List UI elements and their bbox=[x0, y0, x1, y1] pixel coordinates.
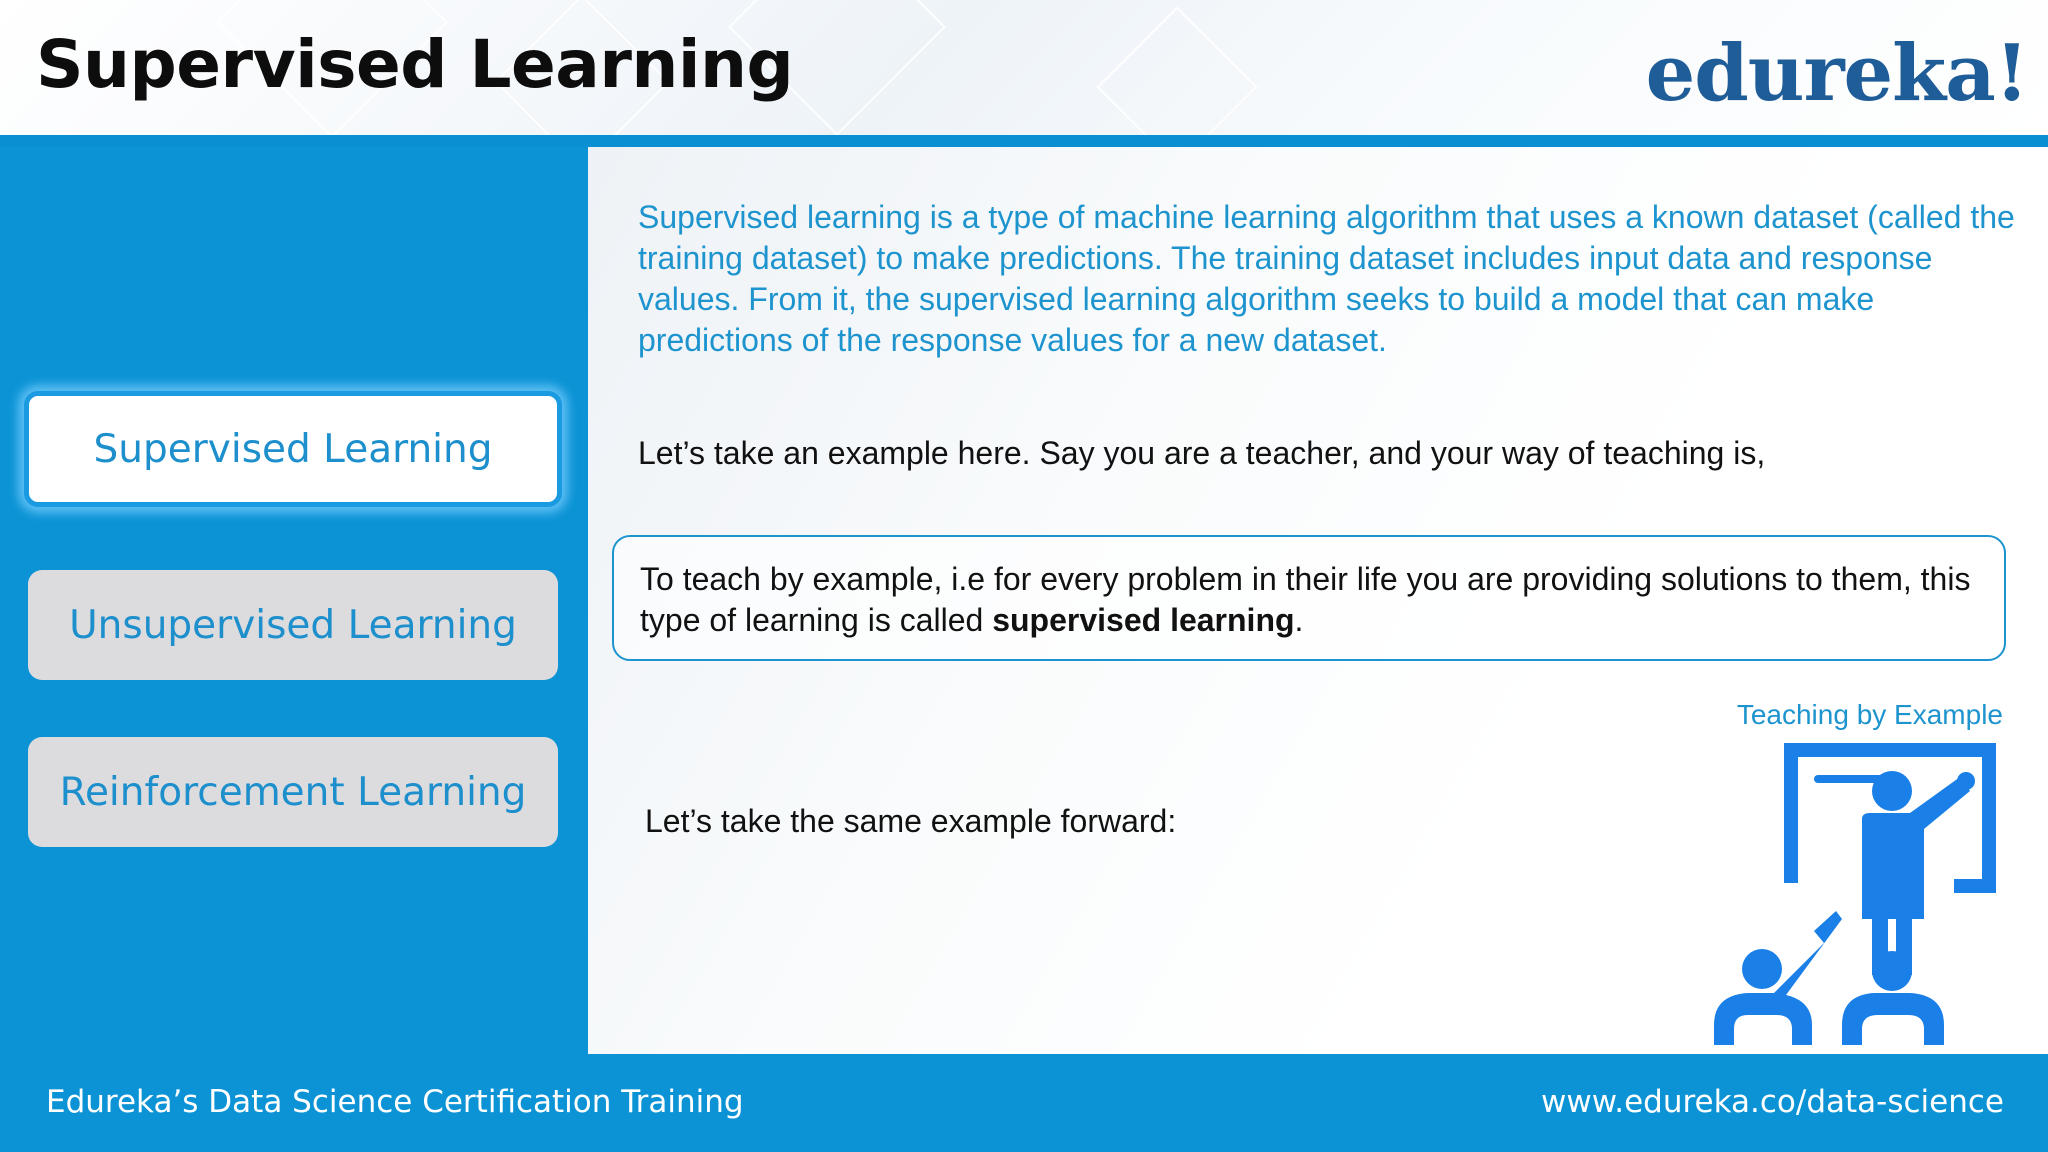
sidebar-item-supervised-learning[interactable]: Supervised Learning bbox=[24, 391, 562, 507]
slide-header bbox=[0, 0, 2048, 135]
sidebar bbox=[0, 147, 588, 1054]
course-title: Edureka’s Data Science Certification Training bbox=[46, 1084, 744, 1120]
teacher-classroom-icon bbox=[1714, 743, 1996, 1045]
definition-paragraph: Supervised learning is a type of machine learning algorithm that uses a known dataset (called the training dataset) to make predictions. The training dataset includes input data and response values. From it, the supervised learning algorithm seeks to build a model that can make predictions of the response values for a new dataset. bbox=[638, 199, 2015, 358]
main-content bbox=[588, 147, 2048, 1054]
sidebar-item-reinforcement-learning[interactable]: Reinforcement Learning bbox=[28, 737, 558, 847]
callout-bold-term: supervised learning bbox=[992, 602, 1295, 638]
sidebar-item-unsupervised-learning[interactable]: Unsupervised Learning bbox=[28, 570, 558, 680]
header-decoration bbox=[1096, 6, 1257, 135]
slide-footer bbox=[0, 1054, 2048, 1152]
image-caption: Teaching by Example bbox=[1736, 699, 2003, 730]
callout-text-end: . bbox=[1294, 602, 1304, 638]
callout-text: To teach by example, i.e for every problem in their life you are providing solutions to them, this type of learning is called bbox=[640, 561, 1971, 638]
header-divider bbox=[0, 135, 2048, 147]
example-intro-text: Let’s take an example here. Say you are a teacher, and your way of teaching is, bbox=[638, 435, 1766, 471]
forward-text: Let’s take the same example forward: bbox=[645, 803, 1177, 839]
callout-box bbox=[612, 535, 2006, 661]
slide-title: Supervised Learning bbox=[36, 26, 794, 103]
edureka-logo: edureka! bbox=[1645, 28, 2028, 119]
course-url[interactable]: www.edureka.co/data-science bbox=[1541, 1084, 2004, 1120]
